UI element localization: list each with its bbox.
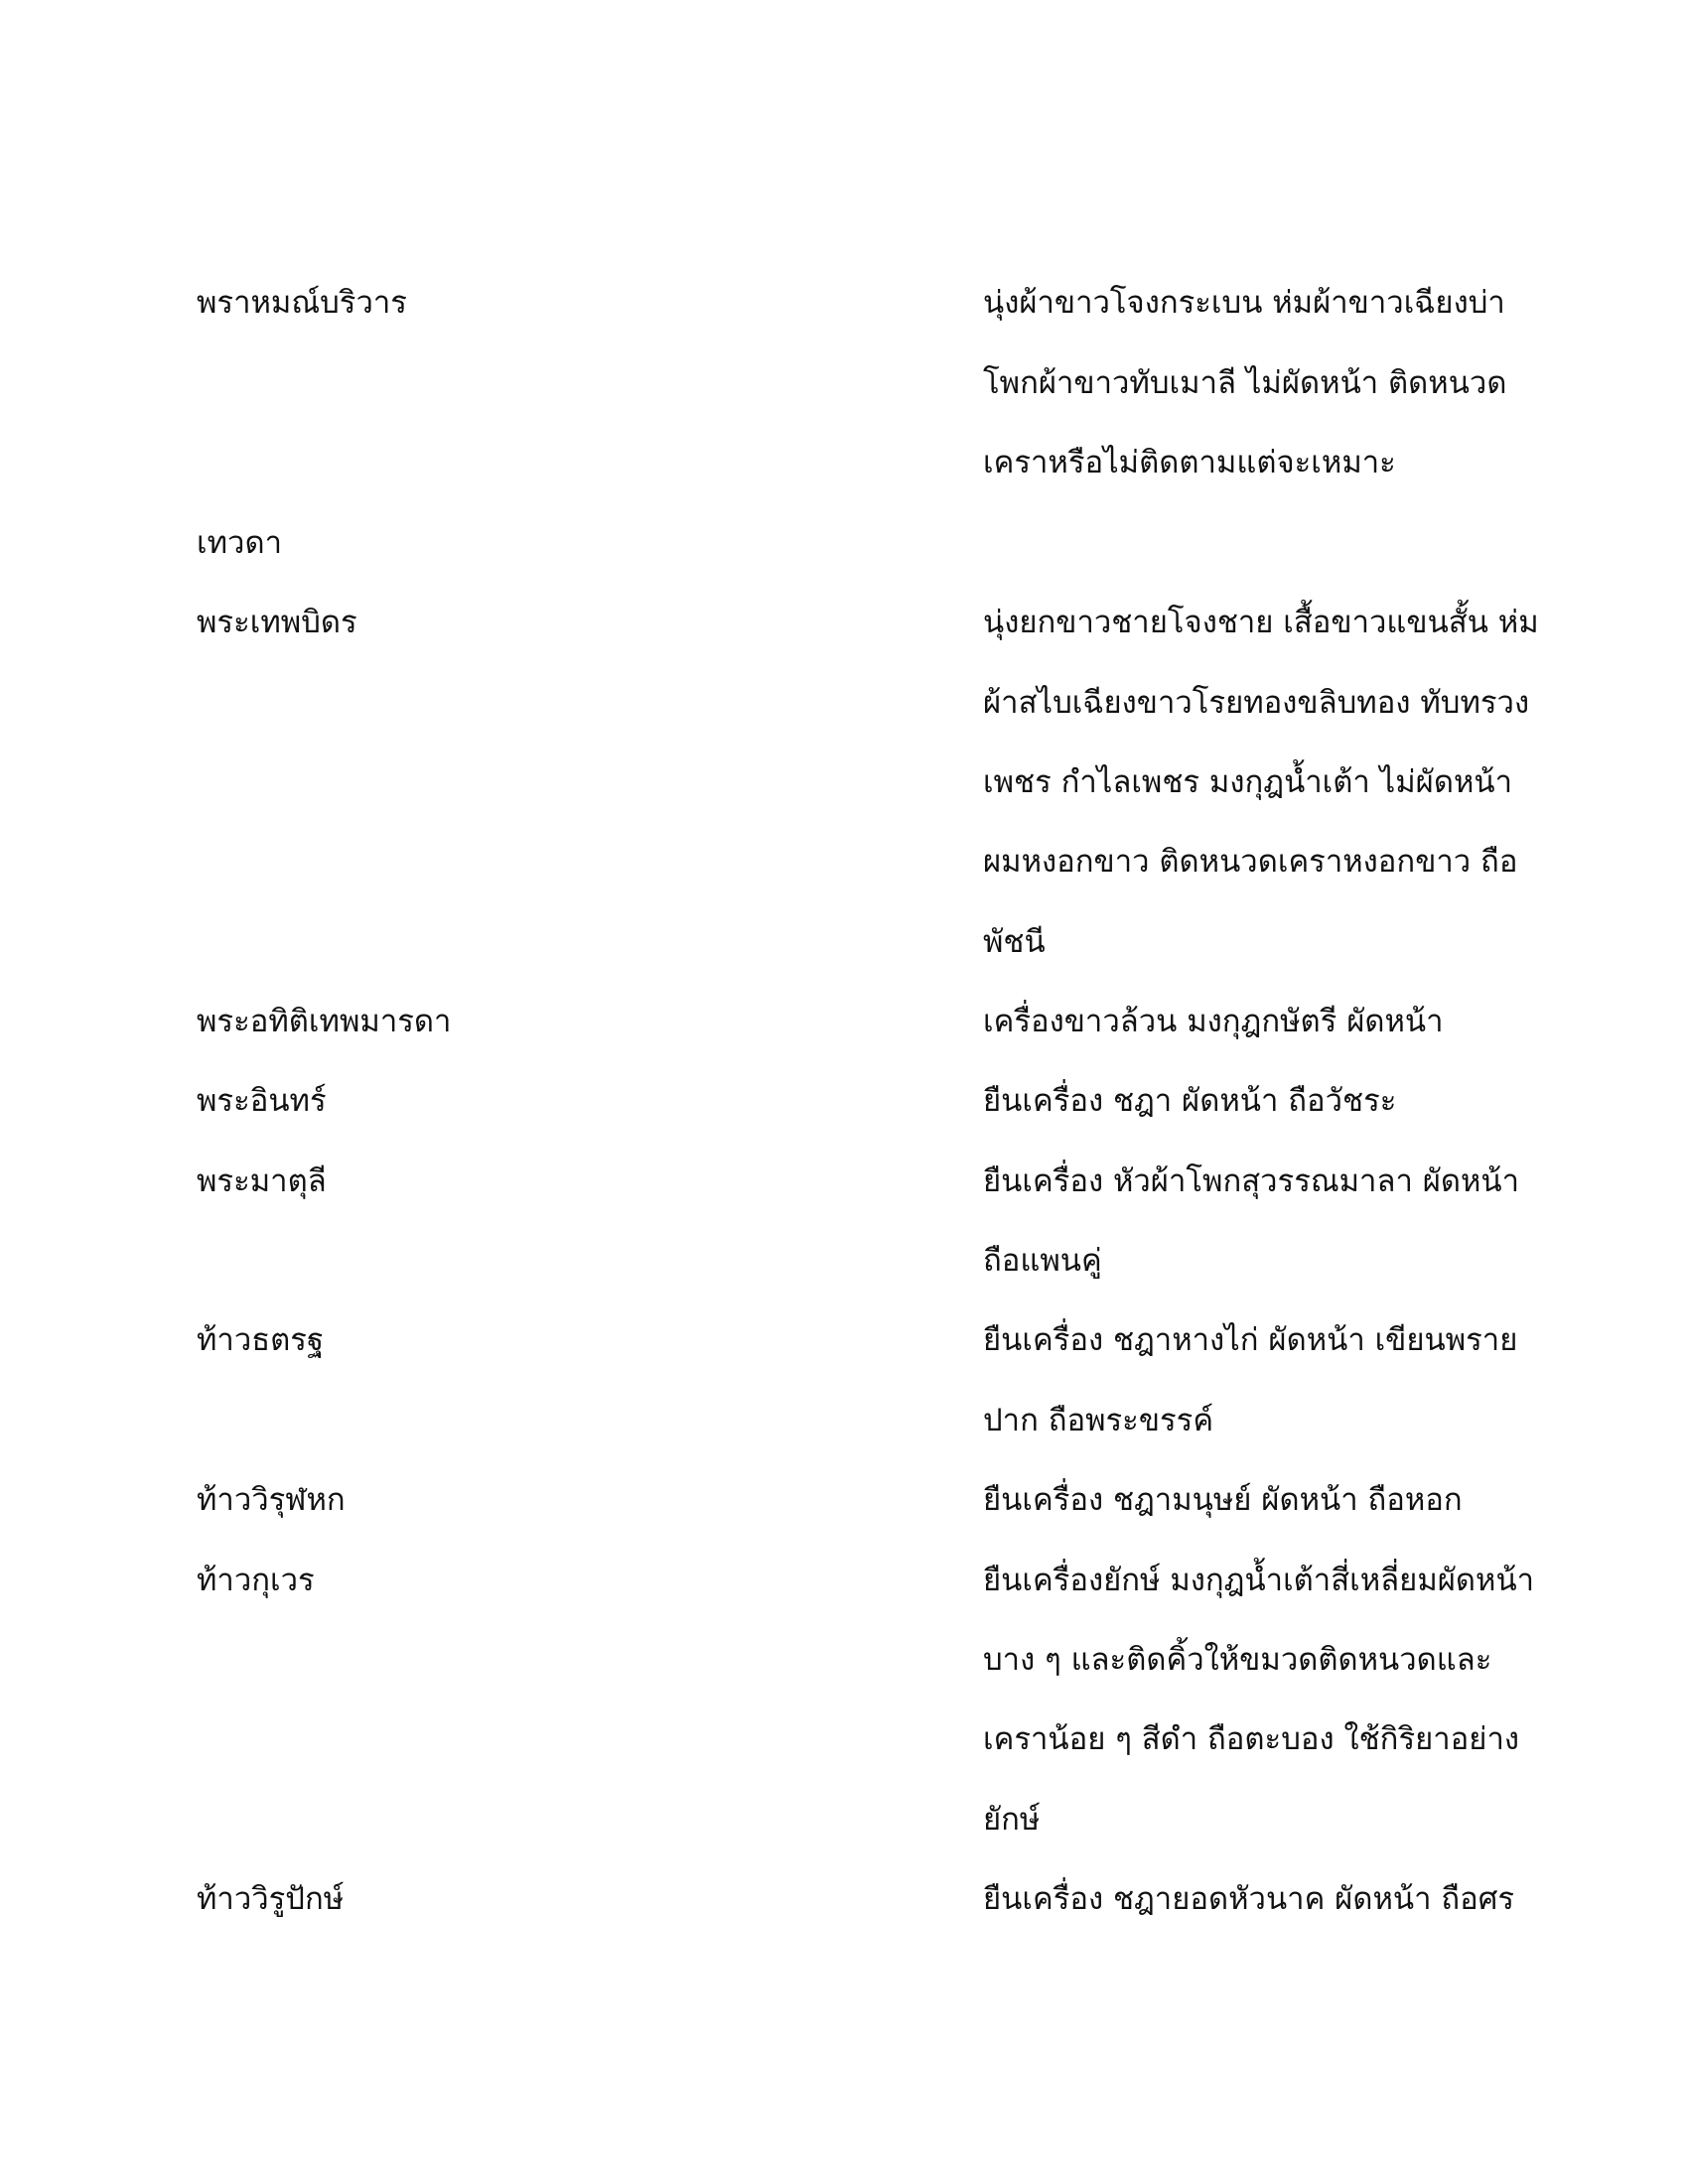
role-name: พระมาตุลี [197, 1163, 327, 1199]
costume-line: เพชร กำไลเพชร มงกุฎน้ำเต้า ไม่ผัดหน้า [983, 764, 1513, 800]
costume-line: บาง ๆ และติดคิ้วให้ขมวดติดหนวดและ [983, 1642, 1492, 1678]
role-name: พราหมณ์บริวาร [197, 285, 407, 321]
costume-line: นุ่งยกขาวชายโจงชาย เสื้อขาวแขนสั้น ห่ม [983, 605, 1539, 640]
costume-line: ยืนเครื่อง หัวผ้าโพกสุวรรณมาลา ผัดหน้า [983, 1163, 1520, 1199]
costume-line: โพกผ้าขาวทับเมาลี ไม่ผัดหน้า ติดหนวด [983, 365, 1507, 401]
role-name: ท้าววิรูปักษ์ [197, 1881, 345, 1917]
costume-line: ยืนเครื่อง ชฎาหางไก่ ผัดหน้า เขียนพราย [983, 1322, 1518, 1358]
costume-line: ยืนเครื่อง ชฎายอดหัวนาค ผัดหน้า ถือศร [983, 1881, 1515, 1917]
costume-line: ยืนเครื่อง ชฎา ผัดหน้า ถือวัชระ [983, 1083, 1397, 1119]
role-name: พระเทพบิดร [197, 605, 357, 640]
costume-line: พัชนี [983, 924, 1046, 960]
role-name: เทวดา [197, 525, 282, 561]
costume-line: ยืนเครื่อง ชฎามนุษย์ ผัดหน้า ถือหอก [983, 1482, 1463, 1518]
costume-line: ยักษ์ [983, 1802, 1041, 1838]
costume-line: นุ่งผ้าขาวโจงกระเบน ห่มผ้าขาวเฉียงบ่า [983, 285, 1505, 321]
costume-line: เคราหรือไม่ติดตามแต่จะเหมาะ [983, 445, 1396, 480]
role-name: พระอทิติเทพมารดา [197, 1004, 452, 1039]
role-name: ท้าวกุเวร [197, 1563, 315, 1598]
costume-line: เคราน้อย ๆ สีดำ ถือตะบอง ใช้กิริยาอย่าง [983, 1721, 1519, 1757]
costume-line: ผมหงอกขาว ติดหนวดเคราหงอกขาว ถือ [983, 844, 1518, 880]
costume-line: ยืนเครื่องยักษ์ มงกุฎน้ำเต้าสี่เหลี่ยมผัดหน้า [983, 1563, 1535, 1598]
costume-line: เครื่องขาวล้วน มงกุฎกษัตรี ผัดหน้า [983, 1004, 1444, 1039]
role-name: พระอินทร์ [197, 1083, 327, 1119]
costume-line: ถือแพนคู่ [983, 1243, 1102, 1279]
role-name: ท้าวธตรฐ [197, 1322, 325, 1358]
role-name: ท้าววิรุฬหก [197, 1482, 346, 1518]
costume-line: ปาก ถือพระขรรค์ [983, 1403, 1214, 1438]
costume-line: ผ้าสไบเฉียงขาวโรยทองขลิบทอง ทับทรวง [983, 685, 1530, 721]
